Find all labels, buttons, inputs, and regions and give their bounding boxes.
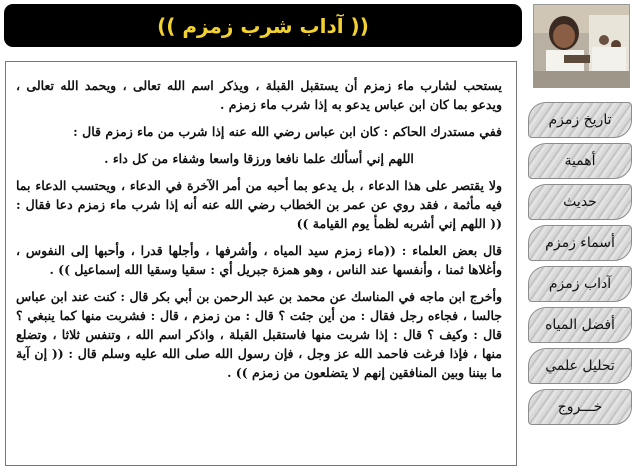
paragraph-1: يستحب لشارب ماء زمزم أن يستقبل القبلة ، ويذكر اسم الله تعالى ، ويحمد الله تعالى ، ويدعو بما كان ابن عباس يدعو به إذا شرب ماء زمزم . xyxy=(16,78,502,112)
nav-hadith-button[interactable]: حديث xyxy=(528,184,632,220)
side-nav xyxy=(528,102,634,430)
title-bar xyxy=(4,4,522,47)
nav-exit-button[interactable]: خـــروج xyxy=(528,389,632,425)
paragraph-2: ففي مستدرك الحاكم : كان ابن عباس رضي الله عنه إذا شرب من ماء زمزم قال : xyxy=(73,124,502,139)
content-panel xyxy=(5,61,517,466)
paragraph-4: ولا يقتصر على هذا الدعاء ، بل يدعو بما أحبه من أمر الآخرة في الدعاء ، ويحتسب الدعاء بما فيه مأثمة ، فقد روي عن عمر بن الخطاب رضي الله عنه أنه إذا شرب ماء زمزم دعا فقال : (( اللهم إني أشربه لظمأ يوم القيامة )) xyxy=(16,178,502,231)
nav-history-button[interactable]: تاريخ زمزم xyxy=(528,102,632,138)
paragraph-6: وأخرج ابن ماجه في المناسك عن محمد بن عبد الرحمن بن أبي بكر قال : كنت عند ابن عباس جالسا ، فجاءه رجل فقال : من أين جئت ؟ قال : من زمزم ، قال : فشربت منها كما ينبغي ؟ قال : وكيف ؟ قال : إذا شربت منها فاستقبل القبلة ، واذكر اسم الله ، وتنفس ثلاثا ، وتضلع منها ، فإذا فرغت فاحمد الله عز وجل ، فإن رسول الله صلى الله عليه وسلم قال : (( إن آية ما بيننا وبين المنافقين إنهم لا يتضلعون من زمزم )) . xyxy=(16,289,502,380)
paragraph-5: قال بعض العلماء : ((ماء زمزم سيد المياه ، وأشرفها ، وأجلها قدرا ، وأحبها إلى النفوس ، وأغلاها ثمنا ، وأنفسها عند الناس ، وهو همزة جبريل أي : سقيا وسقيا الله إسماعيل )) . xyxy=(16,243,502,277)
photo-image xyxy=(534,5,629,87)
dua-text: اللهم إني أسألك علما نافعا ورزقا واسعا وشفاء من كل داء . xyxy=(104,151,414,166)
nav-etiquette-button[interactable]: آداب زمزم xyxy=(528,266,632,302)
nav-analysis-button[interactable]: تحليل علمي xyxy=(528,348,632,384)
nav-names-button[interactable]: أسماء زمزم xyxy=(528,225,632,261)
pilgrim-photo xyxy=(533,4,630,88)
nav-importance-button[interactable]: أهمية xyxy=(528,143,632,179)
nav-best-water-button[interactable]: أفضل المياه xyxy=(528,307,632,343)
page-title: (( آداب شرب زمزم )) xyxy=(157,13,369,38)
